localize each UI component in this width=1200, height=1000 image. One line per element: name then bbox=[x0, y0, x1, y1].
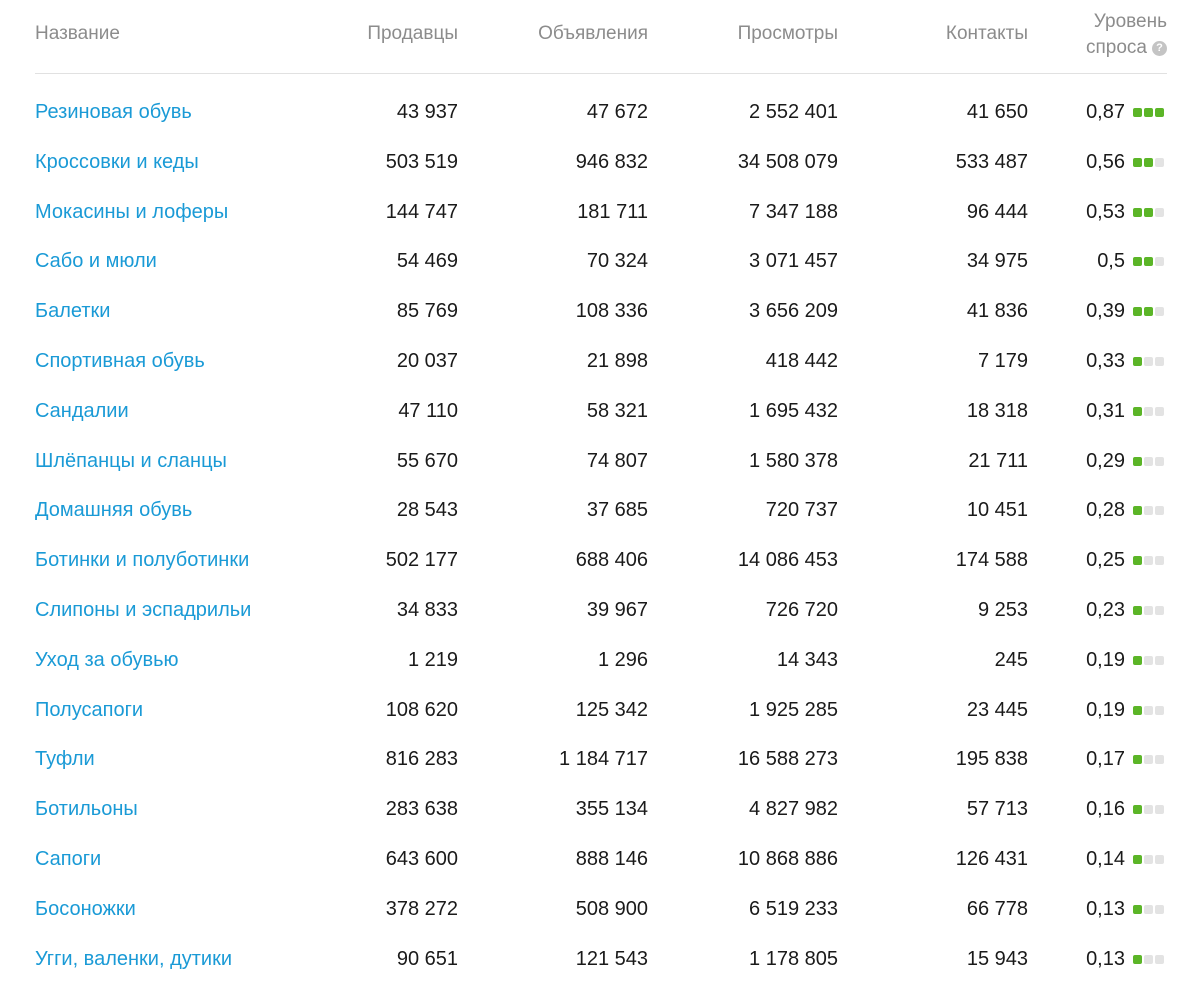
demand-level-indicator bbox=[1133, 556, 1164, 565]
sellers-value: 378 272 bbox=[385, 897, 458, 920]
demand-dot-inactive bbox=[1155, 656, 1164, 665]
contacts-value: 195 838 bbox=[955, 748, 1028, 771]
ads-value: 58 321 bbox=[586, 399, 648, 422]
views-value: 1 925 285 bbox=[749, 698, 838, 721]
demand-dot-active bbox=[1144, 208, 1153, 217]
contacts-value: 245 bbox=[994, 648, 1028, 671]
sellers-value: 502 177 bbox=[385, 549, 458, 572]
sellers-value: 283 638 bbox=[385, 798, 458, 821]
sellers-value: 108 620 bbox=[385, 698, 458, 721]
views-value: 3 071 457 bbox=[749, 250, 838, 273]
table-header bbox=[35, 0, 1167, 74]
views-value: 14 086 453 bbox=[737, 549, 838, 572]
demand-dot-inactive bbox=[1155, 158, 1164, 167]
contacts-value: 57 713 bbox=[966, 798, 1028, 821]
demand-dot-active bbox=[1133, 506, 1142, 515]
ads-value: 888 146 bbox=[575, 847, 648, 870]
category-link[interactable]: Полусапоги bbox=[35, 698, 144, 721]
demand-level-indicator bbox=[1133, 706, 1164, 715]
table-row bbox=[35, 534, 1167, 584]
sellers-value: 144 747 bbox=[385, 200, 458, 223]
demand-dot-active bbox=[1133, 108, 1142, 117]
views-value: 1 580 378 bbox=[749, 449, 838, 472]
table-row bbox=[35, 435, 1167, 485]
views-value: 418 442 bbox=[765, 349, 838, 372]
contacts-value: 126 431 bbox=[955, 847, 1028, 870]
table-row bbox=[35, 634, 1167, 684]
sellers-value: 1 219 bbox=[407, 648, 458, 671]
contacts-value: 18 318 bbox=[966, 399, 1028, 422]
demand-level-value: 0,13 bbox=[1086, 947, 1125, 970]
demand-dot-inactive bbox=[1155, 357, 1164, 366]
demand-dot-active bbox=[1133, 457, 1142, 466]
table-row bbox=[35, 385, 1167, 435]
demand-dot-inactive bbox=[1144, 955, 1153, 964]
demand-level-indicator bbox=[1133, 357, 1164, 366]
sellers-value: 643 600 bbox=[385, 847, 458, 870]
table-row bbox=[35, 136, 1167, 186]
ads-value: 74 807 bbox=[586, 449, 648, 472]
demand-dot-inactive bbox=[1155, 506, 1164, 515]
ads-value: 70 324 bbox=[586, 250, 648, 273]
category-link[interactable]: Ботильоны bbox=[35, 798, 138, 821]
sellers-value: 55 670 bbox=[396, 449, 458, 472]
sellers-value: 34 833 bbox=[396, 598, 458, 621]
demand-dot-active bbox=[1144, 158, 1153, 167]
views-value: 16 588 273 bbox=[737, 748, 838, 771]
ads-value: 21 898 bbox=[586, 349, 648, 372]
views-value: 7 347 188 bbox=[749, 200, 838, 223]
demand-dot-active bbox=[1133, 158, 1142, 167]
table-row bbox=[35, 86, 1167, 136]
table-row bbox=[35, 684, 1167, 734]
contacts-value: 23 445 bbox=[966, 698, 1028, 721]
views-value: 14 343 bbox=[776, 648, 838, 671]
demand-dot-inactive bbox=[1155, 457, 1164, 466]
category-link[interactable]: Шлёпанцы и сланцы bbox=[35, 449, 227, 472]
demand-dot-inactive bbox=[1144, 407, 1153, 416]
category-link[interactable]: Мокасины и лоферы bbox=[35, 200, 229, 223]
category-link[interactable]: Туфли bbox=[35, 748, 95, 771]
demand-dot-active bbox=[1133, 407, 1142, 416]
demand-level-indicator bbox=[1133, 606, 1164, 615]
category-link[interactable]: Резиновая обувь bbox=[35, 101, 192, 123]
views-value: 1 695 432 bbox=[749, 399, 838, 422]
column-header-name[interactable]: Название bbox=[35, 23, 120, 44]
views-value: 1 178 805 bbox=[749, 947, 838, 970]
demand-dot-active bbox=[1144, 108, 1153, 117]
demand-level-indicator bbox=[1133, 805, 1164, 814]
category-link[interactable]: Домашняя обувь bbox=[35, 499, 193, 522]
demand-dot-active bbox=[1133, 357, 1142, 366]
demand-dot-inactive bbox=[1144, 506, 1153, 515]
sellers-value: 54 469 bbox=[396, 250, 458, 273]
demand-dot-inactive bbox=[1155, 805, 1164, 814]
demand-dot-active bbox=[1133, 208, 1142, 217]
ads-value: 508 900 bbox=[575, 897, 648, 920]
demand-level-indicator bbox=[1133, 955, 1164, 964]
ads-value: 125 342 bbox=[575, 698, 648, 721]
column-header-sellers[interactable]: Продавцы bbox=[367, 23, 458, 44]
demand-dot-inactive bbox=[1155, 706, 1164, 715]
views-value: 2 552 401 bbox=[749, 101, 838, 123]
demand-dot-inactive bbox=[1144, 556, 1153, 565]
demand-dot-inactive bbox=[1155, 556, 1164, 565]
category-link[interactable]: Кроссовки и кеды bbox=[35, 150, 199, 173]
views-value: 6 519 233 bbox=[749, 897, 838, 920]
demand-level-value: 0,14 bbox=[1086, 847, 1125, 870]
demand-dot-inactive bbox=[1155, 955, 1164, 964]
demand-dot-inactive bbox=[1155, 855, 1164, 864]
demand-level-indicator bbox=[1133, 108, 1164, 117]
ads-value: 39 967 bbox=[586, 598, 648, 621]
demand-dot-active bbox=[1144, 307, 1153, 316]
demand-dot-active bbox=[1133, 755, 1142, 764]
demand-dot-inactive bbox=[1144, 357, 1153, 366]
demand-level-value: 0,33 bbox=[1086, 349, 1125, 372]
demand-level-value: 0,28 bbox=[1086, 499, 1125, 522]
demand-level-indicator bbox=[1133, 307, 1164, 316]
demand-header-line1: Уровень bbox=[1093, 11, 1167, 32]
demand-level-indicator bbox=[1133, 905, 1164, 914]
demand-dot-inactive bbox=[1144, 457, 1153, 466]
sellers-value: 43 937 bbox=[396, 101, 458, 123]
demand-header-line2-text: спроса bbox=[1086, 37, 1147, 58]
contacts-value: 10 451 bbox=[966, 499, 1028, 522]
demand-dot-inactive bbox=[1155, 755, 1164, 764]
column-header-views[interactable]: Просмотры bbox=[737, 23, 838, 44]
table-row bbox=[35, 584, 1167, 634]
category-link[interactable]: Угги, валенки, дутики bbox=[35, 947, 233, 970]
ads-value: 121 543 bbox=[575, 947, 648, 970]
demand-dot-active bbox=[1133, 606, 1142, 615]
demand-level-value: 0,87 bbox=[1086, 101, 1125, 123]
help-icon[interactable]: ? bbox=[1152, 41, 1167, 56]
demand-dot-inactive bbox=[1144, 656, 1153, 665]
demand-dot-inactive bbox=[1144, 855, 1153, 864]
demand-level-indicator bbox=[1133, 506, 1164, 515]
views-value: 34 508 079 bbox=[737, 150, 838, 173]
table-row bbox=[35, 783, 1167, 833]
demand-dot-inactive bbox=[1155, 257, 1164, 266]
demand-level-indicator bbox=[1133, 158, 1164, 167]
ads-value: 1 184 717 bbox=[559, 748, 648, 771]
demand-dot-active bbox=[1133, 905, 1142, 914]
column-header-demand-level[interactable] bbox=[1017, 9, 1167, 61]
demand-dot-inactive bbox=[1155, 208, 1164, 217]
demand-dot-inactive bbox=[1155, 606, 1164, 615]
views-value: 4 827 982 bbox=[749, 798, 838, 821]
views-value: 726 720 bbox=[765, 598, 838, 621]
demand-level-value: 0,39 bbox=[1086, 300, 1125, 323]
ads-value: 946 832 bbox=[575, 150, 648, 173]
demand-dot-inactive bbox=[1144, 805, 1153, 814]
contacts-value: 21 711 bbox=[968, 449, 1028, 472]
demand-level-value: 0,19 bbox=[1086, 698, 1125, 721]
demand-level-indicator bbox=[1133, 457, 1164, 466]
demand-dot-inactive bbox=[1155, 905, 1164, 914]
views-value: 10 868 886 bbox=[737, 847, 838, 870]
column-header-contacts[interactable]: Контакты bbox=[945, 23, 1028, 44]
contacts-value: 41 650 bbox=[966, 101, 1028, 123]
demand-dot-active bbox=[1133, 855, 1142, 864]
views-value: 3 656 209 bbox=[749, 300, 838, 323]
demand-dot-inactive bbox=[1144, 755, 1153, 764]
demand-dot-inactive bbox=[1144, 706, 1153, 715]
category-link[interactable]: Спортивная обувь bbox=[35, 349, 205, 372]
table-row bbox=[35, 733, 1167, 783]
demand-dot-inactive bbox=[1144, 905, 1153, 914]
demand-level-indicator bbox=[1133, 257, 1164, 266]
ads-value: 108 336 bbox=[575, 300, 648, 323]
demand-dot-inactive bbox=[1155, 307, 1164, 316]
table-row bbox=[35, 186, 1167, 236]
ads-value: 355 134 bbox=[575, 798, 648, 821]
demand-level-value: 0,16 bbox=[1086, 798, 1125, 821]
contacts-value: 96 444 bbox=[966, 200, 1028, 223]
table-row bbox=[35, 883, 1167, 933]
demand-level-value: 0,25 bbox=[1086, 549, 1125, 572]
demand-level-value: 0,5 bbox=[1097, 250, 1125, 273]
sellers-value: 47 110 bbox=[398, 399, 458, 422]
ads-value: 1 296 bbox=[597, 648, 648, 671]
contacts-value: 7 179 bbox=[977, 349, 1028, 372]
demand-dot-inactive bbox=[1144, 606, 1153, 615]
category-link[interactable]: Ботинки и полуботинки bbox=[35, 549, 250, 572]
contacts-value: 66 778 bbox=[966, 897, 1028, 920]
demand-dot-active bbox=[1133, 805, 1142, 814]
demand-level-indicator bbox=[1133, 407, 1164, 416]
sellers-value: 85 769 bbox=[396, 300, 458, 323]
sellers-value: 20 037 bbox=[396, 349, 458, 372]
sellers-value: 816 283 bbox=[385, 748, 458, 771]
demand-level-indicator bbox=[1133, 656, 1164, 665]
category-link[interactable]: Босоножки bbox=[35, 897, 136, 920]
demand-level-value: 0,53 bbox=[1086, 200, 1125, 223]
demand-level-indicator bbox=[1133, 755, 1164, 764]
views-value: 720 737 bbox=[765, 499, 838, 522]
category-link[interactable]: Сабо и мюли bbox=[35, 250, 157, 273]
demand-level-value: 0,17 bbox=[1086, 748, 1125, 771]
demand-level-value: 0,56 bbox=[1086, 150, 1125, 173]
column-header-ads[interactable]: Объявления bbox=[538, 23, 648, 44]
contacts-value: 34 975 bbox=[966, 250, 1028, 273]
contacts-value: 174 588 bbox=[955, 549, 1028, 572]
contacts-value: 533 487 bbox=[955, 150, 1028, 173]
demand-level-indicator bbox=[1133, 855, 1164, 864]
contacts-value: 15 943 bbox=[966, 947, 1028, 970]
demand-dot-inactive bbox=[1155, 407, 1164, 416]
demand-level-value: 0,31 bbox=[1086, 399, 1125, 422]
demand-dot-active bbox=[1133, 307, 1142, 316]
table-row bbox=[35, 335, 1167, 385]
ads-value: 688 406 bbox=[575, 549, 648, 572]
table-row bbox=[35, 235, 1167, 285]
demand-level-value: 0,23 bbox=[1086, 598, 1125, 621]
sellers-value: 90 651 bbox=[396, 947, 458, 970]
demand-level-value: 0,29 bbox=[1086, 449, 1125, 472]
demand-dot-active bbox=[1144, 257, 1153, 266]
ads-value: 37 685 bbox=[586, 499, 648, 522]
demand-dot-active bbox=[1133, 556, 1142, 565]
table-row bbox=[35, 933, 1167, 983]
demand-dot-active bbox=[1155, 108, 1164, 117]
category-link[interactable]: Балетки bbox=[35, 300, 111, 323]
category-link[interactable]: Сандалии bbox=[35, 399, 129, 422]
table-body bbox=[35, 86, 1167, 982]
demand-header-line2 bbox=[1017, 35, 1167, 61]
contacts-value: 41 836 bbox=[966, 300, 1028, 323]
demand-level-value: 0,19 bbox=[1086, 648, 1125, 671]
table-row bbox=[35, 833, 1167, 883]
category-link[interactable]: Сапоги bbox=[35, 847, 102, 870]
table-row bbox=[35, 285, 1167, 335]
contacts-value: 9 253 bbox=[977, 598, 1028, 621]
demand-level-indicator bbox=[1133, 208, 1164, 217]
ads-value: 181 711 bbox=[577, 200, 648, 223]
sellers-value: 28 543 bbox=[396, 499, 458, 522]
demand-dot-active bbox=[1133, 706, 1142, 715]
demand-dot-active bbox=[1133, 955, 1142, 964]
sellers-value: 503 519 bbox=[385, 150, 458, 173]
category-link[interactable]: Слипоны и эспадрильи bbox=[35, 598, 252, 621]
category-link[interactable]: Уход за обувью bbox=[35, 648, 179, 671]
ads-value: 47 672 bbox=[586, 101, 648, 123]
demand-level-value: 0,13 bbox=[1086, 897, 1125, 920]
table-row bbox=[35, 484, 1167, 534]
demand-dot-active bbox=[1133, 656, 1142, 665]
demand-dot-active bbox=[1133, 257, 1142, 266]
